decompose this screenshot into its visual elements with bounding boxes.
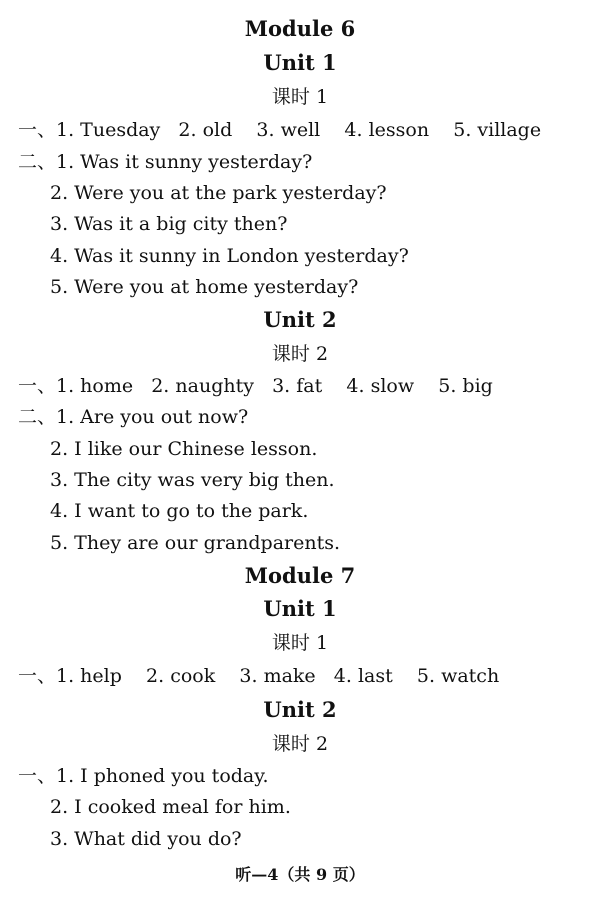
page-footer: 听—4（共 9 页） [235, 865, 365, 884]
module-title: Module 6 [244, 16, 356, 41]
unit-title: Unit 1 [263, 596, 337, 621]
exercise-two-answer: 二、1. Was it sunny yesterday? [18, 151, 313, 173]
exercise-two-answer: 2. Were you at the park yesterday? [50, 182, 387, 204]
lesson-title: 课时 2 [271, 343, 329, 365]
exercise-one-answers: 一、1. Tuesday 2. old 3. well 4. lesson 5. village [18, 119, 542, 141]
lesson-title: 课时 1 [271, 632, 329, 654]
exercise-two-answer: 4. Was it sunny in London yesterday? [50, 245, 409, 267]
unit-title: Unit 1 [263, 50, 337, 75]
exercise-two-answer: 2. I like our Chinese lesson. [50, 438, 318, 460]
exercise-two-answer: 5. Were you at home yesterday? [50, 276, 359, 298]
exercise-one-answer: 2. I cooked meal for him. [50, 796, 291, 818]
exercise-two-answer: 4. I want to go to the park. [50, 500, 309, 522]
exercise-one-answer: 3. What did you do? [50, 828, 242, 850]
exercise-one-answers: 一、1. home 2. naughty 3. fat 4. slow 5. big [18, 375, 493, 397]
exercise-one-answers: 一、1. help 2. cook 3. make 4. last 5. watch [18, 665, 500, 687]
unit-title: Unit 2 [263, 697, 337, 722]
exercise-two-answer: 3. Was it a big city then? [50, 213, 288, 235]
exercise-one-answer: 一、1. I phoned you today. [18, 765, 269, 787]
exercise-two-answer: 5. They are our grandparents. [50, 532, 341, 554]
exercise-two-answer: 3. The city was very big then. [50, 469, 335, 491]
lesson-title: 课时 1 [271, 86, 329, 108]
exercise-two-answer: 二、1. Are you out now? [18, 406, 249, 428]
lesson-title: 课时 2 [271, 733, 329, 755]
module-title: Module 7 [244, 563, 356, 588]
unit-title: Unit 2 [263, 307, 337, 332]
